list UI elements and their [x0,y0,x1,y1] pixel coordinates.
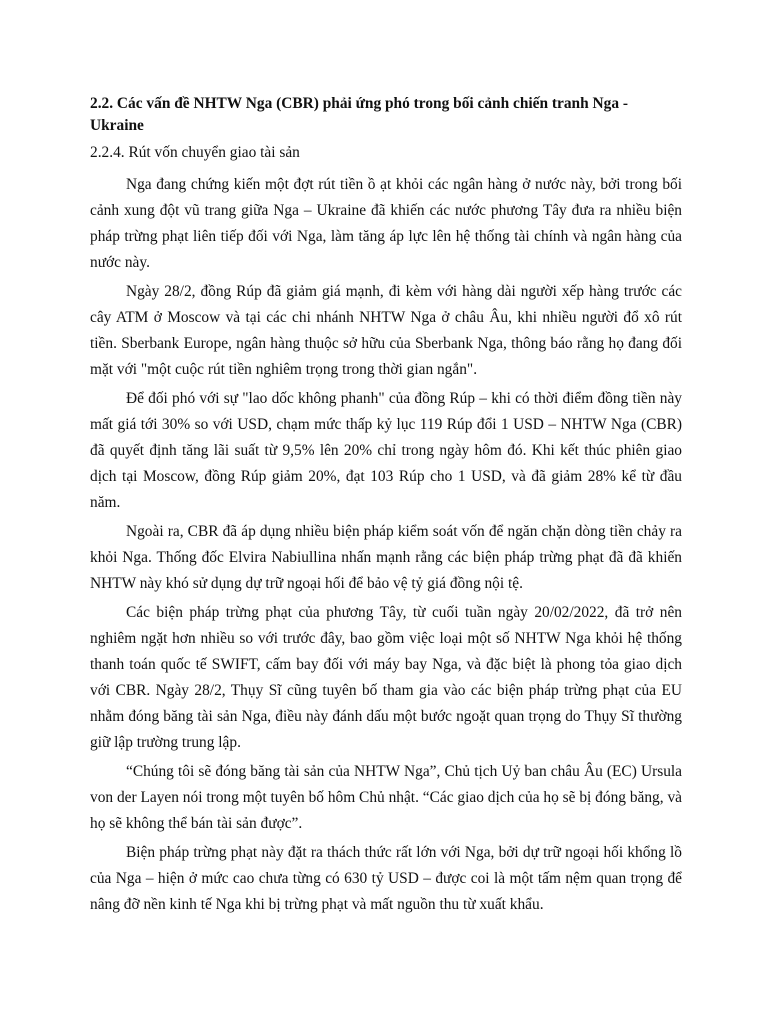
paragraph-5: Các biện pháp trừng phạt của phương Tây, từ cuối tuần ngày 20/02/2022, đã trở nên nghiêm ngặt hơn nhiều so với trước đây, bao gồm việc loại một số NHTW Nga khỏi hệ thống thanh toán quốc tế SWIFT, cấm bay đối với máy bay Nga, và đặc biệt là phong tỏa giao dịch với CBR. Ngày 28/2, Thụy Sĩ cũng tuyên bố tham gia vào các biện pháp trừng phạt của EU nhằm đóng băng tài sản Nga, điều này đánh dấu một bước ngoặt quan trọng do Thụy Sĩ thường giữ lập trường trung lập. [90,604,682,751]
paragraph-6: “Chúng tôi sẽ đóng băng tài sản của NHTW Nga”, Chủ tịch Uỷ ban châu Âu (EC) Ursula von der Layen nói trong một tuyên bố hôm Chủ nhật. “Các giao dịch của họ sẽ bị đóng băng, và họ sẽ không thể bán tài sản được”. [90,763,682,832]
paragraph-1: Nga đang chứng kiến một đợt rút tiền ồ ạt khỏi các ngân hàng ở nước này, bởi trong bối cảnh xung đột vũ trang giữa Nga – Ukraine đã khiến các nước phương Tây đưa ra nhiều biện pháp trừng phạt liên tiếp đối với Nga, làm tăng áp lực lên hệ thống tài chính và ngân hàng của nước này. [90,176,682,271]
subsection-heading: 2.2.4. Rút vốn chuyển giao tài sản [90,144,300,161]
paragraph-2: Ngày 28/2, đồng Rúp đã giảm giá mạnh, đi kèm với hàng dài người xếp hàng trước các cây ATM ở Moscow và tại các chi nhánh NHTW Nga ở châu Âu, khi nhiều người đổ xô rút tiền. Sberbank Europe, ngân hàng thuộc sở hữu của Sberbank Nga, thông báo rằng họ đang đối mặt với "một cuộc rút tiền nghiêm trọng trong thời gian ngắn". [90,283,682,378]
paragraph-7: Biện pháp trừng phạt này đặt ra thách thức rất lớn với Nga, bởi dự trữ ngoại hối khổng lồ của Nga – hiện ở mức cao chưa từng có 630 tỷ USD – được coi là một tấm nệm quan trọng để nâng đỡ nền kinh tế Nga khi bị trừng phạt và mất nguồn thu từ xuất khẩu. [90,844,682,913]
paragraph-3: Để đối phó với sự "lao dốc không phanh" của đồng Rúp – khi có thời điểm đồng tiền này mất giá tới 30% so với USD, chạm mức thấp kỷ lục 119 Rúp đổi 1 USD – NHTW Nga (CBR) đã quyết định tăng lãi suất từ 9,5% lên 20% chỉ trong ngày hôm đó. Khi kết thúc phiên giao dịch tại Moscow, đồng Rúp giảm 20%, đạt 103 Rúp cho 1 USD, và đã giảm 28% kể từ đầu năm. [90,390,682,511]
paragraph-4: Ngoài ra, CBR đã áp dụng nhiều biện pháp kiểm soát vốn để ngăn chặn dòng tiền chảy ra khỏi Nga. Thống đốc Elvira Nabiullina nhấn mạnh rằng các biện pháp trừng phạt đã đã khiến NHTW này khó sử dụng dự trữ ngoại hối để bảo vệ tỷ giá đồng nội tệ. [90,523,682,592]
section-heading: 2.2. Các vấn đề NHTW Nga (CBR) phải ứng phó trong bối cảnh chiến tranh Nga - Ukraine [90,95,629,134]
